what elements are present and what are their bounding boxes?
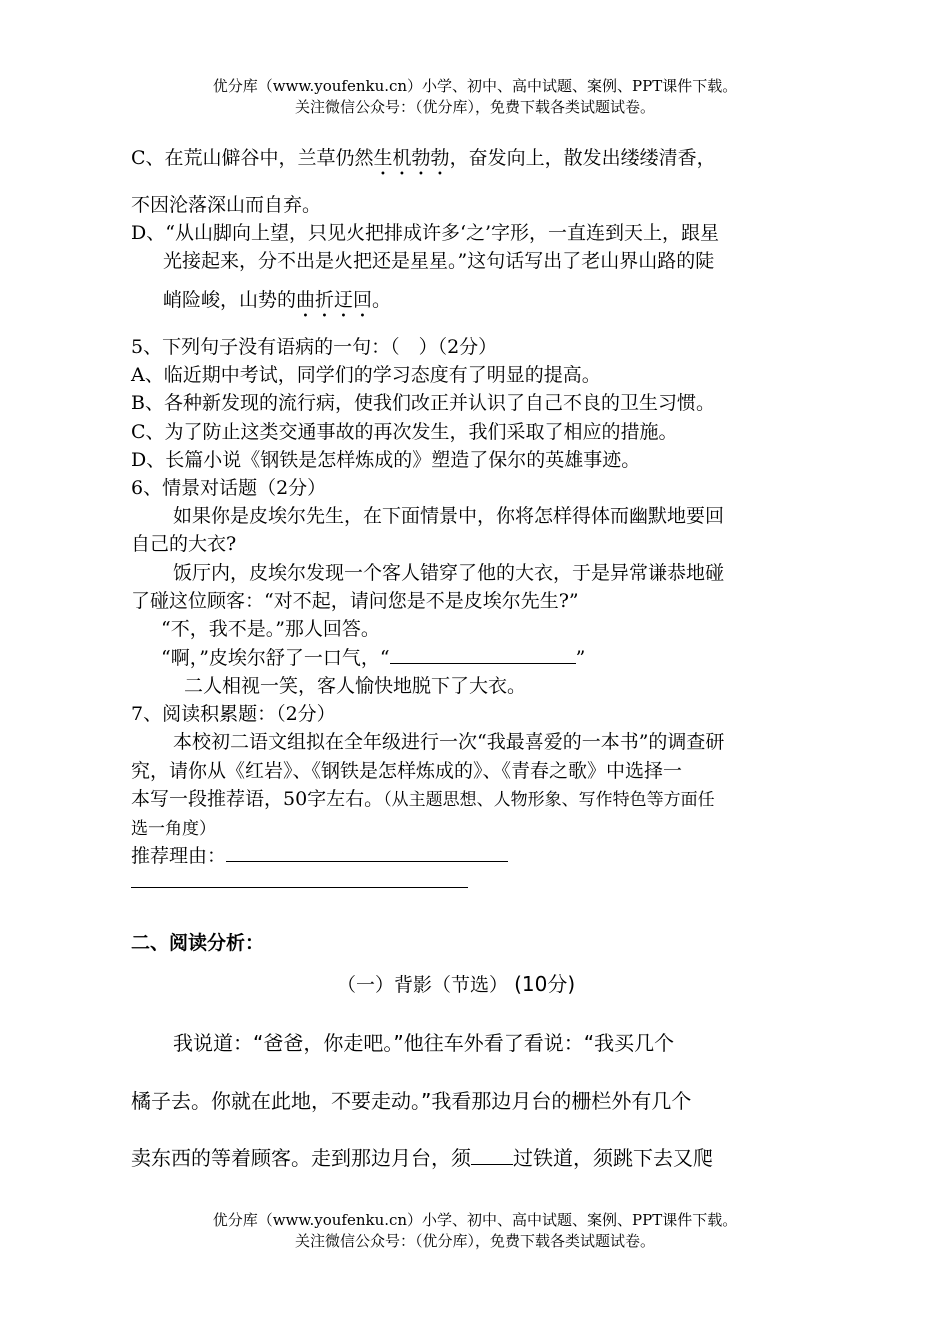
q7-paragraph-line-3 (131, 784, 715, 811)
text-span: ，奋发向上，散发出缕缕清香， (449, 147, 716, 169)
q5-option-c: C、为了防止这类交通事故的再次发生，我们采取了相应的措施。 (131, 421, 678, 443)
text-span: ” (575, 647, 586, 669)
text-span: 峭险峻，山势的 (163, 289, 297, 311)
section-2-subtitle (337, 968, 575, 997)
page-footer (0, 1210, 950, 1252)
text-span: 。 (372, 289, 392, 311)
text-span: 本写一段推荐语，50字左右。 (131, 788, 384, 810)
q4-option-d-line-2: 光接起来，分不出是火把还是星星。”这句话写出了老山界山路的陡 (163, 250, 715, 272)
section-2-title: 二、阅读分析： (131, 932, 265, 954)
q6-title: 6、情景对话题（2分） (131, 477, 327, 499)
score-text: (10分) (514, 972, 576, 996)
q6-paragraph-5: 二人相视一笑，客人愉快地脱下了大衣。 (184, 675, 527, 697)
text-span: 卖东西的等着顾客。走到那边月台，须 (131, 1146, 471, 1170)
q7-title: 7、阅读积累题：（2分） (131, 703, 336, 725)
q6-paragraph-1-line-2: 自己的大衣? (131, 533, 237, 555)
q6-dialogue-1: “不，我不是。”那人回答。 (161, 618, 380, 640)
q7-paragraph-line-2: 究，请你从《红岩》、《钢铁是怎样炼成的》、《青春之歌》中选择一 (131, 760, 683, 782)
q5-option-d: D、长篇小说《钢铁是怎样炼成的》塑造了保尔的英雄事迹。 (131, 449, 641, 471)
q4-option-d-line-3 (163, 285, 391, 322)
passage-line-2: 橘子去。你就在此地，不要走动。”我看那边月台的栅栏外有几个 (131, 1089, 692, 1113)
footer-line-2: 关注微信公众号：（优分库），免费下载各类试题试卷。 (294, 1232, 655, 1250)
passage-blank[interactable] (471, 1145, 513, 1165)
text-span: “啊，”皮埃尔舒了一口气，“ (161, 647, 390, 669)
text-span: （一）背影（节选） (337, 974, 509, 996)
header-line-2: 关注微信公众号：（优分库），免费下载各类试题试卷。 (294, 98, 655, 116)
reason-blank-line-2[interactable] (131, 887, 468, 888)
passage-line-3 (131, 1142, 713, 1171)
q6-dialogue-2 (161, 643, 585, 670)
q7-paragraph-line-4: 选一角度） (131, 819, 216, 839)
text-span: C、在荒山僻谷中，兰草仍然 (131, 147, 374, 169)
q7-paragraph-line-1: 本校初二语文组拟在全年级进行一次“我最喜爱的一本书”的调查研 (173, 731, 725, 753)
footer-line-1: 优分库（www.youfenku.cn）小学、初中、高中试题、案例、PPT课件下载。 (212, 1211, 738, 1229)
q4-option-c-line-1 (131, 143, 716, 180)
reason-label: 推荐理由： (131, 845, 227, 867)
q5-option-a: A、临近期中考试，同学们的学习态度有了明显的提高。 (131, 364, 601, 386)
q4-option-c-line-2: 不因沦落深山而自弃。 (131, 194, 322, 216)
q4-option-d-line-1: D、“从山脚向上望，只见火把排成许多‘之’字形，一直连到天上，跟星 (131, 222, 720, 244)
q5-title: 5、下列句子没有语病的一句：（ ）（2分） (131, 336, 498, 358)
emphasized-word: 生机勃勃 (373, 147, 450, 169)
passage-line-1: 我说道：“爸爸，你走吧。”他往车外看了看说：“我买几个 (173, 1031, 675, 1055)
emphasized-word: 曲折迂回 (296, 289, 373, 311)
header-line-1: 优分库（www.youfenku.cn）小学、初中、高中试题、案例、PPT课件下载。 (212, 77, 738, 95)
reason-blank[interactable] (226, 844, 508, 862)
q7-reason-line (131, 841, 508, 868)
text-span: （从主题思想、人物形象、写作特色等方面任 (383, 790, 715, 810)
q6-paragraph-2-line-1: 饭厅内，皮埃尔发现一个客人错穿了他的大衣，于是异常谦恭地碰 (173, 562, 725, 584)
page-header (0, 76, 950, 118)
q6-paragraph-1-line-1: 如果你是皮埃尔先生，在下面情景中，你将怎样得体而幽默地要回 (173, 505, 725, 527)
text-span: 过铁道，须跳下去又爬 (513, 1146, 713, 1170)
q5-option-b: B、各种新发现的流行病，使我们改正并认识了自己不良的卫生习惯。 (131, 392, 715, 414)
q6-paragraph-2-line-2: 了碰这位顾客：“对不起，请问您是不是皮埃尔先生?” (131, 590, 579, 612)
answer-blank[interactable] (390, 646, 576, 664)
